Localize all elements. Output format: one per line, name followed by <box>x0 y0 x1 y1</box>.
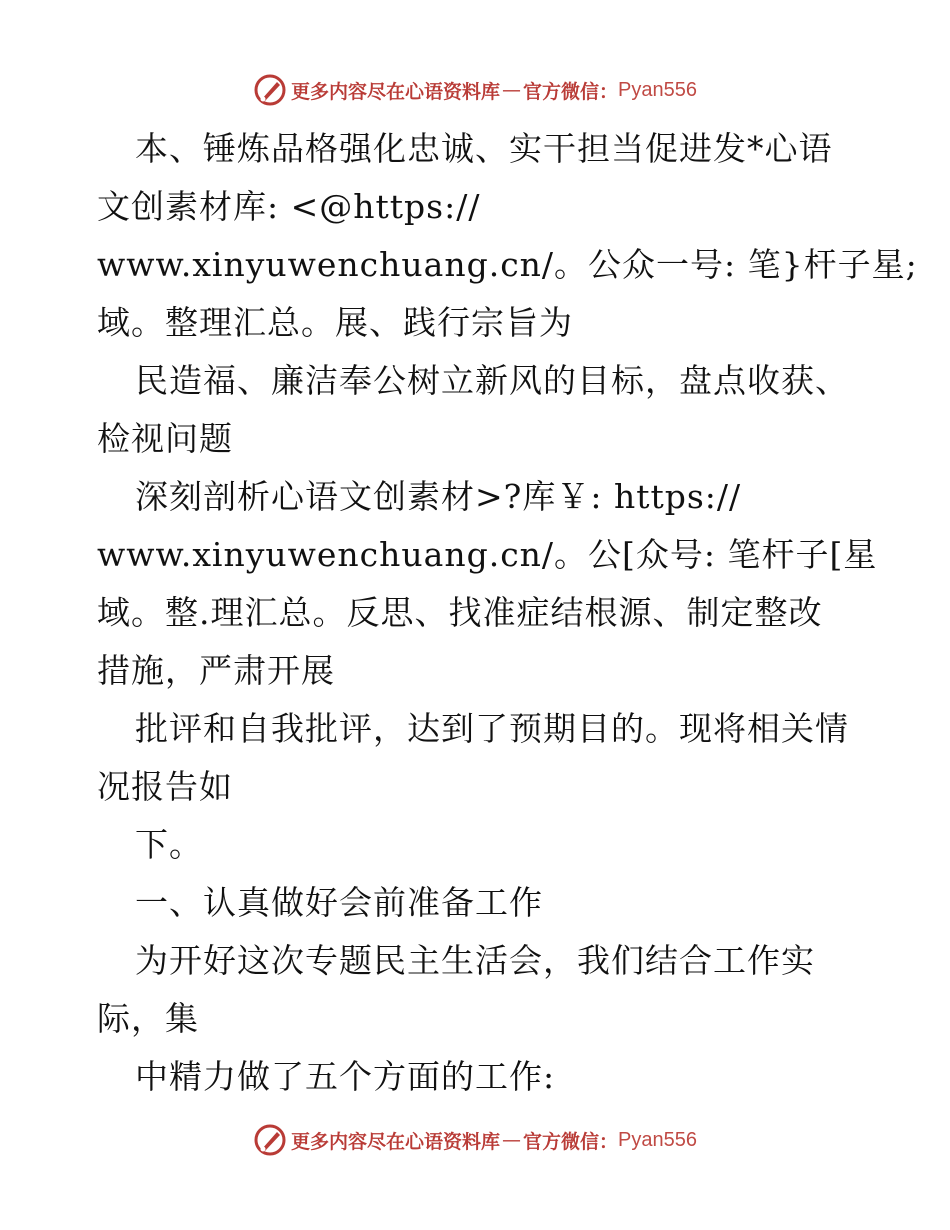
footer-banner <box>0 1120 950 1160</box>
header-banner <box>0 70 950 110</box>
text-line: 际，集 <box>97 999 199 1038</box>
text-line: 下。 <box>135 825 203 864</box>
text-line: www.xinyuwenchuang.cn/。公[众号: 笔杆子[星 <box>97 535 878 574</box>
banner-slogan: 更多内容尽在心语资料库 <box>291 80 501 103</box>
text-line: 为开好这次专题民主生活会，我们结合工作实 <box>135 941 815 980</box>
banner-wechat-label: 官方微信： <box>523 80 619 103</box>
banner-wechat-id: Pyan556 <box>618 78 697 101</box>
banner-dash: — <box>502 1129 522 1151</box>
text-line: 批评和自我批评，达到了预期目的。现将相关情 <box>135 709 849 748</box>
banner-wechat-id: Pyan556 <box>618 1128 697 1151</box>
text-line: www.xinyuwenchuang.cn/。公众一号: 笔}杆子星; <box>97 245 918 284</box>
banner-slogan: 更多内容尽在心语资料库 <box>291 1130 501 1153</box>
text-line: 况报告如 <box>97 767 233 806</box>
text-line: 深刻剖析心语文创素材>?库￥: https:// <box>135 477 742 516</box>
text-line: 措施，严肃开展 <box>97 651 335 690</box>
pen-logo-icon <box>253 1123 287 1157</box>
pen-logo-icon <box>253 73 287 107</box>
text-line: 检视问题 <box>97 419 233 458</box>
text-line: 民造福、廉洁奉公树立新风的目标，盘点收获、 <box>135 361 849 400</box>
banner-wechat-label: 官方微信： <box>523 1130 619 1153</box>
text-line: 文创素材库: <@https:// <box>97 187 481 226</box>
text-line: 中精力做了五个方面的工作: <box>135 1057 556 1096</box>
banner-dash: — <box>502 79 522 101</box>
document-body <box>97 120 918 1106</box>
text-line: 域。整.理汇总。反思、找准症结根源、制定整改 <box>97 593 823 632</box>
text-line: 域。整理汇总。展、践行宗旨为 <box>97 303 573 342</box>
text-line: 本、锤炼品格强化忠诚、实干担当促进发*心语 <box>135 129 833 168</box>
section-heading: 一、认真做好会前准备工作 <box>135 883 543 922</box>
